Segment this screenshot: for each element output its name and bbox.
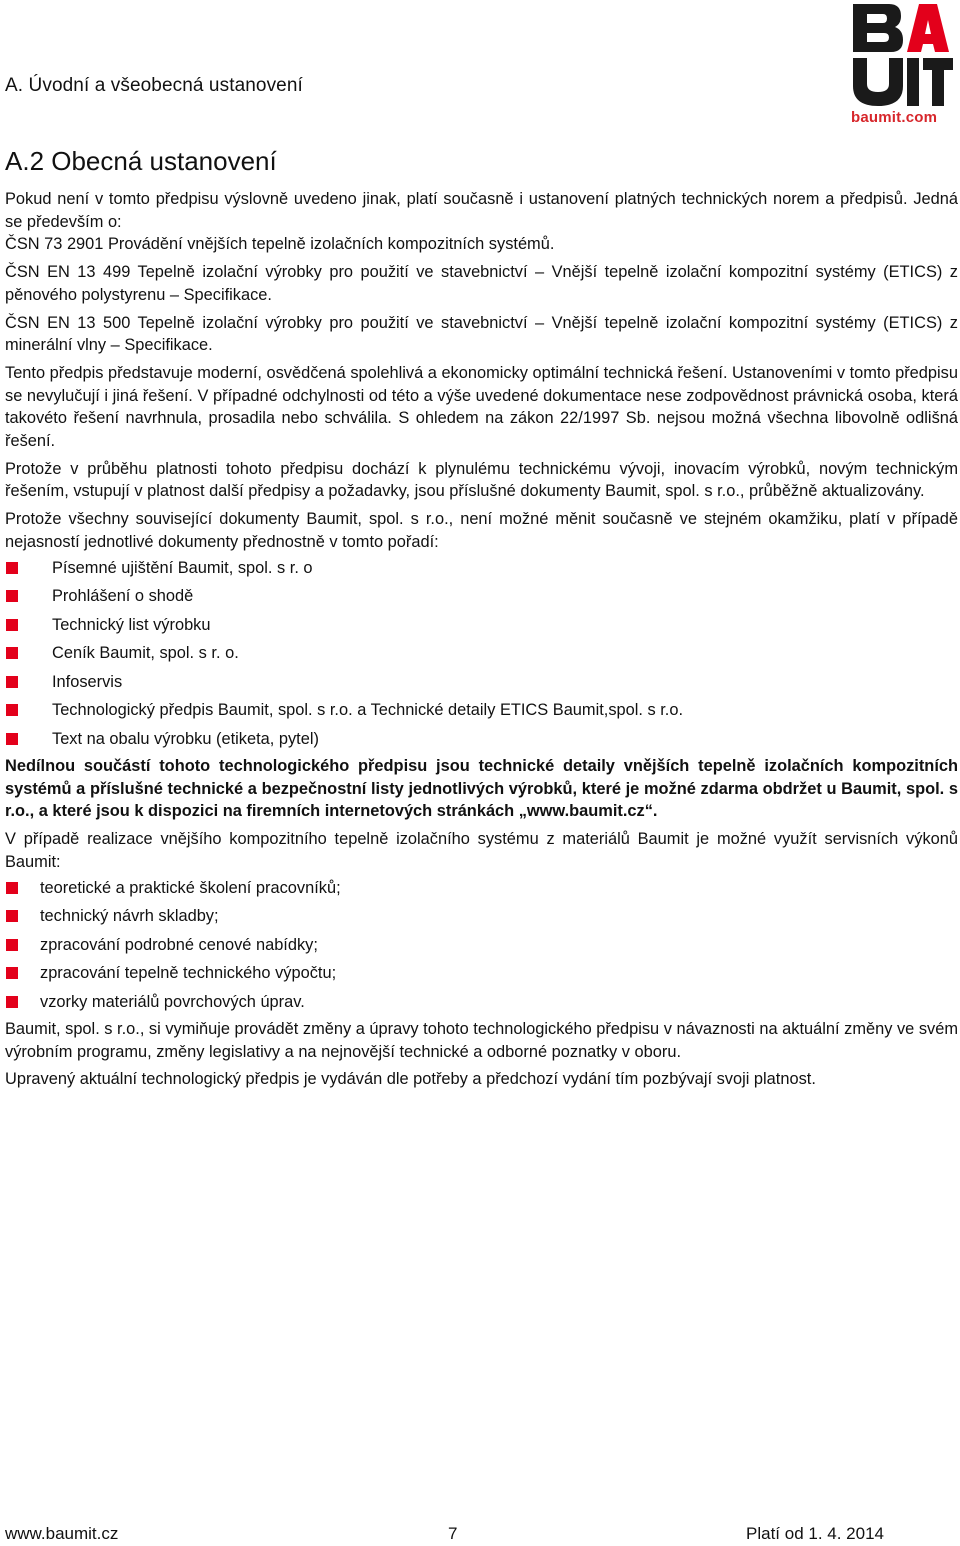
list-item xyxy=(5,611,958,640)
list-item-text: Infoservis xyxy=(52,672,123,691)
list-item xyxy=(5,902,958,931)
bullet-square-icon xyxy=(6,967,18,979)
chapter-heading: A. Úvodní a všeobecná ustanovení xyxy=(5,75,303,96)
list-item-text: zpracování tepelně technického výpočtu; xyxy=(40,964,337,983)
list-item xyxy=(5,554,958,583)
paragraph-priority: Protože všechny související dokumenty Baumit, spol. s r.o., není možné měnit současně ve stejném okamžiku, platí v případě nejasností jednotlivé dokumenty přednostně v tomto pořadí: xyxy=(5,510,958,551)
list-item-text: Text na obalu výrobku (etiketa, pytel) xyxy=(52,729,319,748)
list-item-text: Prohlášení o shodě xyxy=(52,587,194,606)
list-item-text: Písemné ujištění Baumit, spol. s r. o xyxy=(52,558,313,577)
list-item xyxy=(5,959,958,988)
list-item-text: Ceník Baumit, spol. s r. o. xyxy=(52,644,239,663)
logo-letter-t-stem xyxy=(932,58,944,106)
bullet-square-icon xyxy=(6,619,18,631)
list-item-text: Technický list výrobku xyxy=(52,615,211,634)
paragraph-updates: Protože v průběhu platnosti tohoto předpisu dochází k plynulému technickému vývoji, inovacím výrobků, novým technickým řešením, vstupují v platnost další předpisy a požadavky, jsou příslušné dokumenty Baumit, spol. s r.o., průběžně aktualizovány. xyxy=(5,459,958,501)
section-title: A.2 Obecná ustanovení xyxy=(5,146,277,176)
services-list xyxy=(5,874,958,1017)
bullet-square-icon xyxy=(6,647,18,659)
list-item xyxy=(5,874,958,903)
paragraph-validity: Upravený aktuální technologický předpis je vydáván dle potřeby a předchozí vydání tím pozbývají svoji platnost. xyxy=(5,1070,816,1089)
paragraph-modern-solutions: Tento předpis představuje moderní, osvědčená spolehlivá a ekonomicky optimální technická řešení. Ustanoveními v tomto předpisu se nevylučují i jiná řešení. V případné odchylnosti od této a výše uvedené dokumentace nese zodpovědnost právnická osoba, která takovéto řešení navrhnula, prosadila nebo schválila. S ohledem na zákon 22/1997 Sb. nejsou možná všechna libovolně odlišná řešení. xyxy=(5,363,958,451)
paragraph-changes: Baumit, spol. s r.o., si vymiňuje provádět změny a úpravy tohoto technologického předpisu v návaznosti na aktuální změny ve svém výrobním programu, změny legislativy a na nejnovější technické a odborné poznatky v oboru. xyxy=(5,1020,958,1061)
logo-letter-b xyxy=(853,4,903,52)
list-item xyxy=(5,582,958,611)
paragraph-technical-details: Nedílnou součástí tohoto technologického předpisu jsou technické detaily vnějších tepelně izolačních kompozitních systémů a příslušné technické a bezpečnostní listy jednotlivých výrobků, které je možné zdarma obdržet u Baumit, spol. s r.o., a které jsou k dispozici na firemních internetových stránkách „www.baumit.cz“. xyxy=(5,757,958,821)
logo-letter-i xyxy=(907,58,919,106)
paragraph-csn-en-13500: ČSN EN 13 500 Tepelně izolační výrobky pro použití ve stavebnictví – Vnější tepelně izolační kompozitní systémy (ETICS) z minerální vlny – Specifikace. xyxy=(5,313,958,355)
bullet-square-icon xyxy=(6,882,18,894)
page-number: 7 xyxy=(448,1524,458,1543)
list-item xyxy=(5,668,958,697)
list-item xyxy=(5,725,958,754)
list-item xyxy=(5,931,958,960)
logo-letter-u xyxy=(853,58,903,106)
bullet-square-icon xyxy=(6,910,18,922)
list-item xyxy=(5,639,958,668)
priority-list xyxy=(5,554,958,754)
bullet-square-icon xyxy=(6,939,18,951)
bullet-square-icon xyxy=(6,676,18,688)
document-body xyxy=(5,188,958,1096)
bullet-square-icon xyxy=(6,562,18,574)
bullet-square-icon xyxy=(6,996,18,1008)
list-item-text: technický návrh skladby; xyxy=(40,907,219,926)
footer-website-link[interactable]: www.baumit.cz xyxy=(5,1524,119,1543)
bullet-square-icon xyxy=(6,590,18,602)
list-item-text: teoretické a praktické školení pracovníků; xyxy=(40,878,341,897)
paragraph-csn-73-2901: ČSN 73 2901 Provádění vnějších tepelně izolačních kompozitních systémů. xyxy=(5,235,555,254)
valid-from-date: Platí od 1. 4. 2014 xyxy=(746,1524,884,1543)
logo-website-text: baumit.com xyxy=(851,109,938,126)
bullet-square-icon xyxy=(6,733,18,745)
list-item-text: Technologický předpis Baumit, spol. s r.o. a Technické detaily ETICS Baumit,spol. s r.o. xyxy=(52,701,684,720)
paragraph-csn-en-13499: ČSN EN 13 499 Tepelně izolační výrobky pro použití ve stavebnictví – Vnější tepelně izolační kompozitní systémy (ETICS) z pěnového polystyrenu – Specifikace. xyxy=(5,263,958,304)
bullet-square-icon xyxy=(6,704,18,716)
list-item xyxy=(5,988,958,1017)
list-item-text: zpracování podrobné cenové nabídky; xyxy=(40,935,318,954)
paragraph-services-intro: V případě realizace vnějšího kompozitního tepelně izolačního systému z materiálů Baumit je možné využít servisních výkonů Baumit: xyxy=(5,830,958,871)
list-item xyxy=(5,696,958,725)
logo-letter-a xyxy=(907,4,949,52)
paragraph-intro: Pokud není v tomto předpisu výslovně uvedeno jinak, platí současně i ustanovení platných technických norem a předpisů. Jedná se především o: xyxy=(5,190,958,231)
list-item-text: vzorky materiálů povrchových úprav. xyxy=(40,992,305,1011)
